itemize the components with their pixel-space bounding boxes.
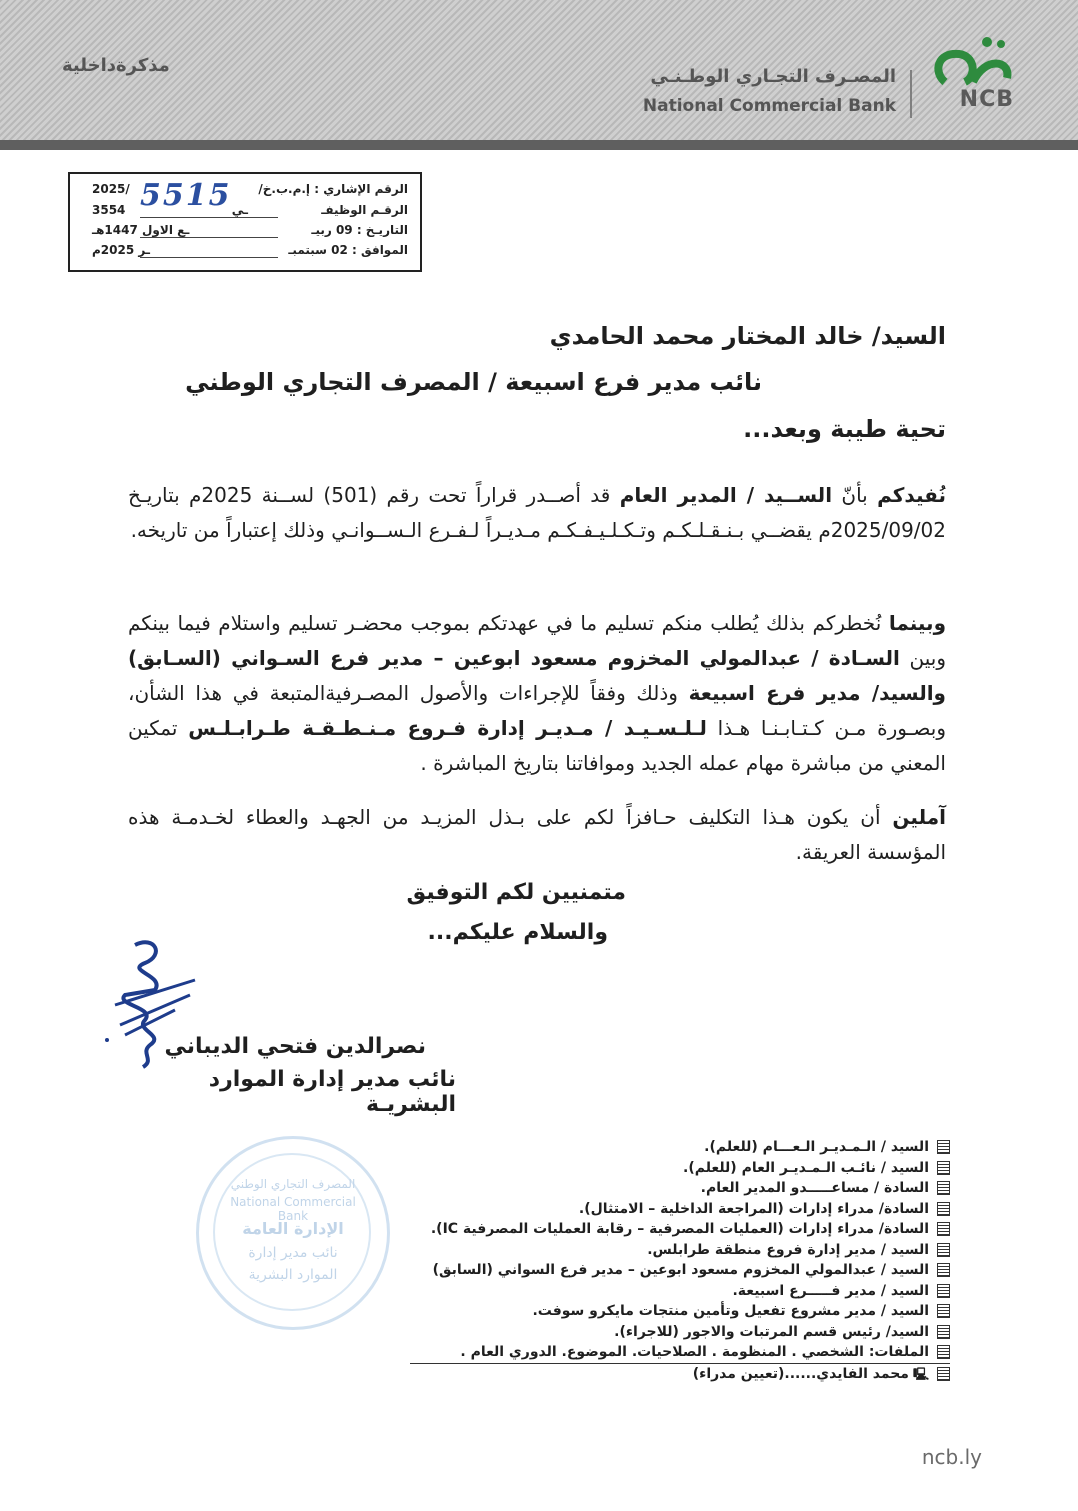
p1-text-a: بأنّ [832, 483, 878, 507]
p2-text-a: نُخطركم بذلك يُطلب منكم تسليم ما في عهدتكم بموجب محضـر تسليم واستلام فيما بينكم وبين [128, 611, 946, 670]
list-item-text: السيد / الـمـديـر الـعـــام (للعلم). [704, 1139, 929, 1155]
ref-row-number [80, 182, 408, 200]
ref-underline [140, 237, 278, 238]
ncb-logo-icon [925, 32, 1020, 90]
stamp-text: الموارد البشرية [248, 1267, 338, 1283]
ref-row-job [80, 203, 408, 221]
recipient-role: نائب مدير فرع اسبيعة / المصرف التجاري الوطني [185, 368, 762, 396]
stamp-text: نائب مدير إدارة [248, 1245, 338, 1261]
list-item-text: السادة / مساعـــــدو المدير العام. [700, 1180, 929, 1196]
list-item [410, 1240, 950, 1261]
list-item-text: السيد / مدير إدارة فروع منطقة طرابلس. [647, 1241, 929, 1258]
bank-name-arabic: المصـرف التجـاري الوطـنـي [650, 66, 896, 87]
computer-icon: 🖳 [912, 1366, 929, 1381]
list-item-text: السادة/ مدراء إدارات (المراجعة الداخلية – الامتثال). [578, 1200, 929, 1217]
bank-name-english: National Commercial Bank [642, 96, 896, 116]
list-bullet-icon [937, 1345, 950, 1359]
paragraph-3 [128, 800, 946, 870]
ref-label: الرقم الإشاري : إ.م.ب.خ/ [258, 182, 408, 196]
job-number: 3554 [92, 203, 126, 217]
list-bullet-icon [937, 1222, 950, 1236]
list-item-text: السادة/ مدراء إدارات (العمليات المصرفية – رقابة العمليات المصرفية IC). [430, 1221, 929, 1237]
list-item-text: السيد / عبدالمولي المخزوم مسعود ابوعين – مدير فرع السواني (السابق) [432, 1262, 929, 1278]
ref-row-date [80, 223, 408, 241]
header-divider [910, 70, 912, 118]
handwritten-reference-number: 5515 [140, 178, 232, 213]
list-bullet-icon [937, 1304, 950, 1318]
p3-lead: آملين [892, 805, 946, 829]
p1-bold: الســيد / المدير العام [619, 483, 833, 507]
list-item [410, 1281, 950, 1302]
list-item [410, 1364, 950, 1385]
p2-bold-a: السـادة / عبدالمولي المخزوم مسعود ابوعين – مدير فرع السـواني (السـابق) والسيد/ مدير فرع اسبيعة [128, 646, 946, 705]
p2-text-b: وذلك وفقاً للإجراءات والأصول المصـرفيةالمتبعة في هذا الشأن، وبصـورة مـن كـتـابـنـا هـذا [128, 681, 946, 740]
ref-row-corresponding [80, 243, 408, 261]
list-item-text: السيد/ رئيس قسم المرتبات والاجور (للاجراء). [614, 1323, 929, 1340]
official-stamp [196, 1136, 390, 1330]
distribution-list [410, 1137, 950, 1384]
closing-wishes: متمنيين لكم التوفيق [406, 880, 626, 905]
paragraph-2 [128, 606, 946, 781]
list-item [410, 1260, 950, 1281]
p2-text-c: تمكين المعني من مباشرة مهام عمله الجديد وموافاتنا بتاريخ المباشرة . [128, 716, 946, 775]
memo-type-label: مذكرةداخلية [62, 55, 170, 76]
greeting: تحية طيبة وبعد... [743, 415, 946, 443]
signer-title: نائب مدير إدارة الموارد البشريـة [208, 1067, 456, 1117]
ncb-logo [925, 32, 1020, 112]
p2-bold-b: لـلـسـيـد / مـديـر إدارة فـروع مـنـطـقـة طـرابـلـس [188, 716, 707, 740]
date-label: التاريـخ : 09 ربيـ [311, 223, 408, 237]
list-bullet-icon [937, 1181, 950, 1195]
corresponding-date-suffix: ـر 2025م [92, 243, 150, 257]
date-suffix: ـع الاول 1447هـ [92, 223, 190, 237]
list-item [410, 1137, 950, 1158]
letterhead [0, 0, 1078, 150]
list-item [410, 1199, 950, 1220]
ref-underline [140, 257, 278, 258]
paragraph-1 [128, 478, 946, 548]
p1-lead: نُفيدكم [877, 483, 947, 507]
stamp-text: المصرف التجاري الوطني [230, 1177, 356, 1191]
p3-text: أن يكون هـذا التكليف حـافزاً لكم على بـذل المزيـد من الجهـد والعطاء لخـدمـة هذه المؤسسة العريقة. [128, 805, 946, 864]
list-bullet-icon [937, 1202, 950, 1216]
signer-name: نصرالدين فتحي الديباني [164, 1034, 426, 1059]
list-item-text: محمد الفايدي......(تعيين مدراء) [692, 1365, 909, 1382]
list-bullet-icon [937, 1367, 950, 1381]
recipient-name: السيد/ خالد المختار محمد الحامدي [549, 322, 946, 350]
list-item [410, 1342, 950, 1364]
ref-underline [140, 217, 278, 218]
list-item [410, 1178, 950, 1199]
closing-salutation: والسلام عليكم... [427, 920, 608, 945]
p2-lead: وبينما [888, 611, 946, 635]
ref-year: 2025/ [92, 182, 130, 196]
list-item-text: الملفات: الشخصي . المنظومة . الصلاحيات. الموضوع. الدوري العام . [460, 1344, 929, 1360]
list-bullet-icon [937, 1161, 950, 1175]
list-item [410, 1301, 950, 1322]
footer-url: ncb.ly [921, 1445, 982, 1469]
list-item [410, 1158, 950, 1179]
list-item-text: السيد / مدير فـــــرع اسبيعة. [732, 1282, 929, 1299]
p1-text-b: قد أصــدر قراراً تحت رقم (501) لســنة 2025م بتاريـخ 2025/09/02م يقضــي بـنـقـلـكـم وتـكـلـيـفـكـم مـديـراً لـفـرع الـســوانـي وذلك إعتباراً من تاريخه. [128, 483, 946, 542]
job-label: الرقـم الوظيفـ [321, 203, 408, 217]
list-bullet-icon [937, 1325, 950, 1339]
logo-text: NCB [959, 87, 1014, 112]
list-bullet-icon [937, 1243, 950, 1257]
list-item [410, 1322, 950, 1343]
list-item-text: السيد / نائـب الـمـديـر العام (للعلم). [683, 1159, 929, 1176]
stamp-text: الإدارة العامة [242, 1219, 344, 1238]
list-item-text: السيد / مدير مشروع تفعيل وتأمين منتجات مايكرو سوفت. [532, 1303, 929, 1319]
list-bullet-icon [937, 1284, 950, 1298]
job-suffix: ـي [231, 203, 248, 217]
list-bullet-icon [937, 1140, 950, 1154]
corresponding-date-label: الموافق : 02 سبتمبـ [288, 243, 408, 257]
stamp-text: National Commercial Bank [230, 1195, 356, 1223]
list-item [410, 1219, 950, 1240]
list-bullet-icon [937, 1263, 950, 1277]
reference-box [68, 172, 422, 272]
